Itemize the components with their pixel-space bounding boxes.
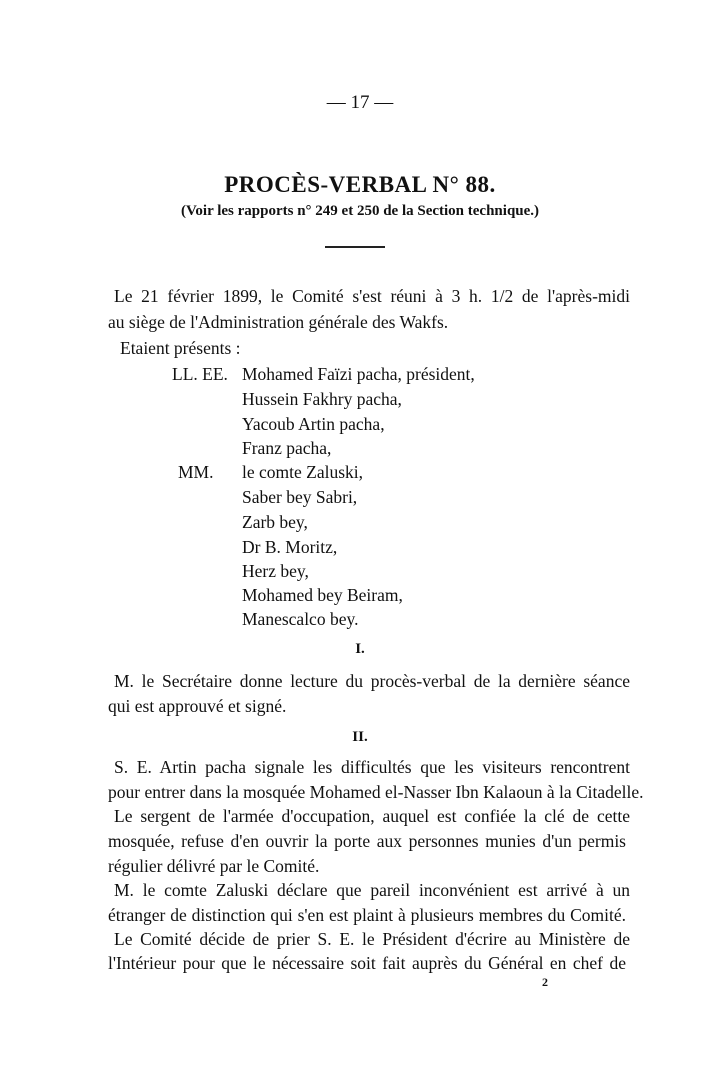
section-2-line: Le sergent de l'armée d'occupation, auquel est confiée la clé de cette xyxy=(114,806,630,826)
section-2-line: l'Intérieur pour que le nécessaire soit fait auprès du Général en chef de xyxy=(108,953,626,973)
attendee-name: Yacoub Artin pacha, xyxy=(242,414,385,434)
section-2-line: S. E. Artin pacha signale les difficultés que les visiteurs rencontrent xyxy=(114,757,630,777)
attendee-name: Zarb bey, xyxy=(242,512,308,532)
page-title: PROCÈS-VERBAL N° 88. xyxy=(224,172,496,197)
section-2-line: mosquée, refuse d'en ouvrir la porte aux personnes munies d'un permis xyxy=(108,831,626,851)
section-2-heading: II. xyxy=(352,729,368,745)
intro-line-2: au siège de l'Administration générale des Wakfs. xyxy=(108,312,449,332)
attendee-name: Mohamed bey Beiram, xyxy=(242,585,403,605)
section-2-line: Le Comité décide de prier S. E. le Président d'écrire au Ministère de xyxy=(114,929,630,949)
attendee-name: Hussein Fakhry pacha, xyxy=(242,389,402,409)
title-rule xyxy=(325,246,385,248)
attendee-name: Manescalco bey. xyxy=(242,609,359,629)
attendee-name: Mohamed Faïzi pacha, président, xyxy=(242,364,475,384)
attendee-name: Franz pacha, xyxy=(242,438,332,458)
section-2-line: M. le comte Zaluski déclare que pareil inconvénient est arrivé à un xyxy=(114,880,630,900)
intro-present: Etaient présents : xyxy=(120,338,241,358)
attendees-prefix-mm: MM. xyxy=(178,462,214,482)
attendee-name: Saber bey Sabri, xyxy=(242,487,358,507)
signature-mark: 2 xyxy=(542,975,548,989)
section-2-line: pour entrer dans la mosquée Mohamed el-Nasser Ibn Kalaoun à la Citadelle. xyxy=(108,782,644,802)
intro-line-1: Le 21 février 1899, le Comité s'est réuni à 3 h. 1/2 de l'après-midi xyxy=(114,286,630,306)
attendee-name: le comte Zaluski, xyxy=(242,462,364,482)
attendee-name: Herz bey, xyxy=(242,561,309,581)
page-folio: — 17 — xyxy=(326,92,394,113)
attendee-name: Dr B. Moritz, xyxy=(242,537,338,557)
section-2-line: étranger de distinction qui s'en est plaint à plusieurs membres du Comité. xyxy=(108,905,626,925)
page-subtitle: (Voir les rapports n° 249 et 250 de la Section technique.) xyxy=(180,203,540,219)
section-1-heading: I. xyxy=(355,641,365,657)
attendees-prefix-ll-ee: LL. EE. xyxy=(172,364,228,384)
section-2-line: régulier délivré par le Comité. xyxy=(108,856,320,876)
section-1-line: qui est approuvé et signé. xyxy=(108,696,287,716)
section-1-line: M. le Secrétaire donne lecture du procès-verbal de la dernière séance xyxy=(114,671,630,691)
